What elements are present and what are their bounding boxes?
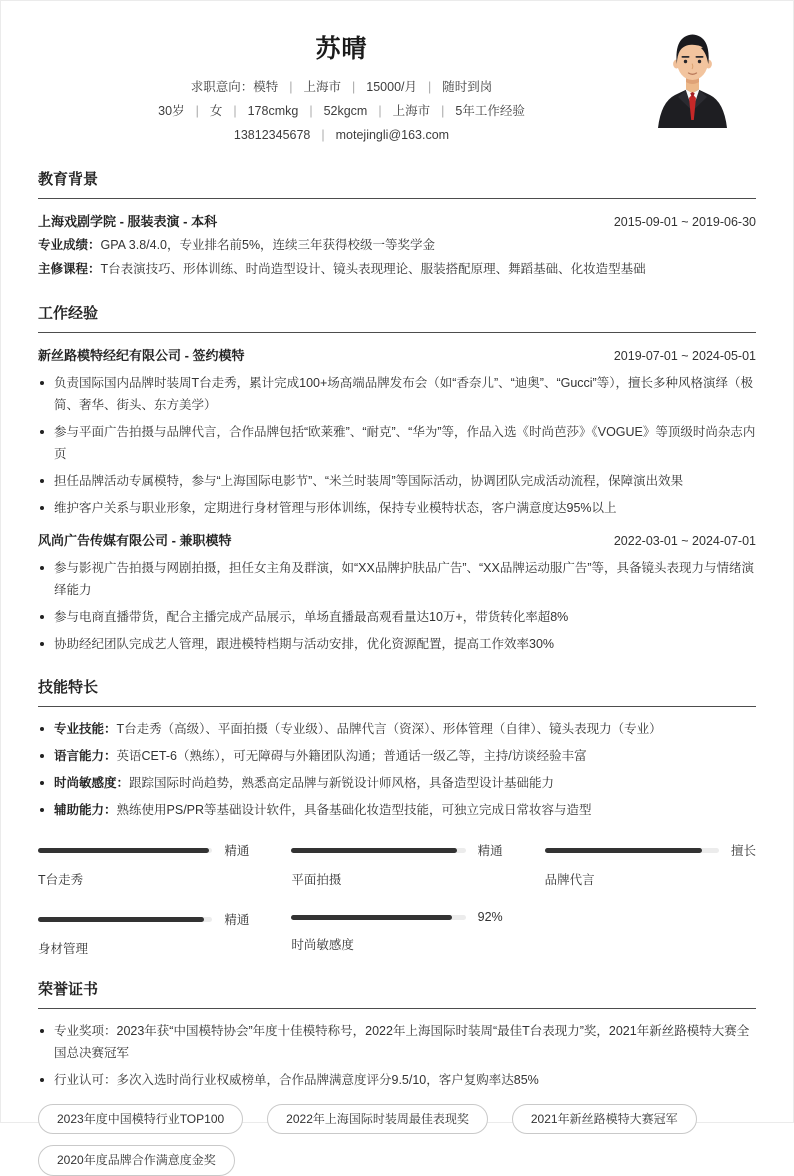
bullet-text: 担任品牌活动专属模特，参与“上海国际电影节”、“米兰时装周”等国际活动，协调团队完成活动流程，保障演出效果: [54, 474, 684, 488]
honor-badge: 2020年度品牌合作满意度金奖: [38, 1145, 235, 1175]
honor-badges: [38, 1104, 756, 1176]
skill-bar-track: [291, 915, 465, 920]
job-bullet: [38, 633, 756, 655]
skill-bullet: [38, 799, 756, 821]
bullet-dot: [40, 754, 44, 758]
candidate-name: 苏晴: [315, 35, 368, 63]
education-date: 2015-09-01 ~ 2019-06-30: [613, 215, 756, 229]
info-segment: 52kgcm: [323, 104, 368, 118]
info-segment: 15000/月: [366, 80, 417, 94]
skill-bar-track: [38, 917, 212, 922]
info-segment: 求职意向：模特: [190, 80, 279, 94]
separator: |: [309, 104, 313, 118]
resume-header: [38, 23, 756, 147]
info-segment: 13812345678: [233, 128, 311, 142]
skill-name: 身材管理: [38, 942, 89, 956]
skill-bar-track: [291, 848, 465, 853]
info-segment: 上海市: [392, 104, 431, 118]
skill-bullet: [38, 772, 756, 794]
separator: |: [233, 104, 237, 118]
job-bullet: [38, 557, 756, 601]
section-title-skills: 技能特长: [38, 676, 756, 707]
job-bullet: [38, 372, 756, 416]
bullet-dot: [40, 808, 44, 812]
contact-line: [38, 123, 645, 147]
separator: |: [428, 80, 432, 94]
bullet-dot: [40, 1078, 44, 1082]
education-courses-line: [38, 257, 756, 281]
education-gpa-text: GPA 3.8/4.0，专业排名前5%，连续三年获得校级一等奖学金: [100, 238, 436, 252]
separator: |: [378, 104, 382, 118]
bullet-text: 维护客户关系与职业形象，定期进行身材管理与形体训练，保持专业模特状态，客户满意度达95%以上: [54, 501, 617, 515]
section-education: [38, 168, 756, 281]
job-entry: [38, 344, 756, 519]
section-title-honors: 荣誉证书: [38, 978, 756, 1009]
job-bullet: [38, 497, 756, 519]
bullet-dot: [40, 642, 44, 646]
skill-bars-grid: [38, 841, 756, 957]
bullet-dot: [40, 727, 44, 731]
separator: |: [321, 128, 325, 142]
profile-photo: [645, 23, 740, 128]
skill-bar-item: [38, 910, 249, 957]
skill-bullet: [38, 745, 756, 767]
info-segment: 上海市: [303, 80, 342, 94]
job-date: 2019-07-01 ~ 2024-05-01: [613, 349, 756, 363]
skill-name: T台走秀: [38, 873, 84, 887]
skill-bar-fill: [38, 917, 204, 922]
education-gpa-line: [38, 233, 756, 257]
separator: |: [441, 104, 445, 118]
bullet-text: 参与平面广告拍摄与品牌代言，合作品牌包括“欧莱雅”、“耐克”、“华为”等，作品入选《时尚芭莎》《VOGUE》等顶级时尚杂志内页: [54, 425, 756, 461]
section-title-work: 工作经验: [38, 302, 756, 333]
skill-bar-item: [291, 841, 502, 888]
skill-bar-item: [291, 910, 502, 957]
job-entry: [38, 529, 756, 655]
skill-level-label: 92%: [477, 910, 503, 924]
company-line: 新丝路模特经纪有限公司 - 签约模特: [38, 348, 245, 363]
honor-badge: 2021年新丝路模特大赛冠军: [512, 1104, 697, 1134]
skill-bullet: [38, 718, 756, 740]
bullet-text: 参与影视广告拍摄与网剧拍摄，担任女主角及群演，如“XX品牌护肤品广告”、“XX品牌运动服广告”等，具备镜头表现力与情绪演绎能力: [54, 561, 755, 597]
section-honors: [38, 978, 756, 1176]
bullet-dot: [40, 781, 44, 785]
job-bullet: [38, 470, 756, 492]
skill-name: 品牌代言: [544, 873, 595, 887]
skill-name: 平面拍摄: [291, 873, 342, 887]
section-title-education: 教育背景: [38, 168, 756, 199]
info-segment: motejingli@163.com: [335, 128, 450, 142]
bullet-text: 参与电商直播带货，配合主播完成产品展示，单场直播最高观看量达10万+，带货转化率超8%: [54, 610, 569, 624]
bullet-dot: [40, 430, 44, 434]
bullet-text: 专业奖项：2023年获“中国模特协会”年度十佳模特称号，2022年上海国际时装周“最佳T台表现力”奖，2021年新丝路模特大赛全国总决赛冠军: [54, 1024, 750, 1060]
job-bullet: [38, 606, 756, 628]
skill-bar-item: [545, 841, 756, 888]
education-gpa-label: 专业成绩：: [38, 238, 101, 252]
skill-label: 专业技能：: [54, 722, 117, 736]
bullet-dot: [40, 566, 44, 570]
section-work: [38, 302, 756, 655]
bullet-text: 协助经纪团队完成艺人管理，跟进模特档期与活动安排，优化资源配置，提高工作效率30%: [54, 637, 555, 651]
bullet-text: 负责国际国内品牌时装周T台走秀，累计完成100+场高端品牌发布会（如“香奈儿”、“迪奥”、“Gucci”等），擅长多种风格演绎（极简、奢华、街头、东方美学）: [54, 376, 753, 412]
education-courses-text: T台表演技巧、形体训练、时尚造型设计、镜头表现理论、服装搭配原理、舞蹈基础、化妆造型基础: [100, 262, 646, 276]
personal-info-line: [38, 99, 645, 123]
education-courses-label: 主修课程：: [38, 262, 101, 276]
avatar-illustration: [645, 23, 740, 128]
skill-text: T台走秀（高级）、平面拍摄（专业级）、品牌代言（资深）、形体管理（自律）、镜头表现力（专业）: [116, 722, 662, 736]
education-school-line: 上海戏剧学院 - 服装表演 - 本科: [38, 214, 218, 229]
info-segment: 随时到岗: [442, 80, 493, 94]
bullet-dot: [40, 1029, 44, 1033]
company-line: 风尚广告传媒有限公司 - 兼职模特: [38, 533, 232, 548]
skill-text: 跟踪国际时尚趋势，熟悉高定品牌与新锐设计师风格，具备造型设计基础能力: [129, 776, 555, 790]
separator: |: [289, 80, 293, 94]
skill-bar-fill: [545, 848, 702, 853]
bullet-dot: [40, 381, 44, 385]
job-bullet: [38, 421, 756, 465]
skill-bar-fill: [291, 848, 457, 853]
skill-bar-item: [38, 841, 249, 888]
skill-label: 语言能力：: [54, 749, 117, 763]
job-date: 2022-03-01 ~ 2024-07-01: [613, 534, 756, 548]
bullet-text: 行业认可：多次入选时尚行业权威榜单，合作品牌满意度评分9.5/10，客户复购率达85%: [54, 1073, 539, 1087]
bullet-dot: [40, 615, 44, 619]
skill-level-label: 精通: [224, 844, 250, 858]
honor-badge: 2022年上海国际时装周最佳表现奖: [267, 1104, 488, 1134]
separator: |: [195, 104, 199, 118]
skill-bar-track: [38, 848, 212, 853]
honor-bullet: [38, 1069, 756, 1091]
skill-bar-fill: [291, 915, 451, 920]
info-segment: 女: [209, 104, 223, 118]
skill-text: 英语CET-6（熟练），可无障碍与外籍团队沟通；普通话一级乙等，主持/访谈经验丰富: [116, 749, 587, 763]
skill-bar-track: [545, 848, 719, 853]
info-segment: 178cmkg: [247, 104, 299, 118]
skill-level-label: 精通: [224, 913, 250, 927]
info-segment: 30岁: [158, 104, 185, 118]
separator: |: [352, 80, 356, 94]
honor-bullet: [38, 1020, 756, 1064]
bullet-dot: [40, 479, 44, 483]
skill-label: 辅助能力：: [54, 803, 117, 817]
skill-text: 熟练使用PS/PR等基础设计软件，具备基础化妆造型技能，可独立完成日常妆容与造型: [116, 803, 592, 817]
skill-label: 时尚敏感度：: [54, 776, 130, 790]
bullet-dot: [40, 506, 44, 510]
header-text-block: [38, 23, 645, 147]
honor-badge: 2023年度中国模特行业TOP100: [38, 1104, 243, 1134]
skill-level-label: 精通: [477, 844, 503, 858]
skill-name: 时尚敏感度: [291, 938, 354, 952]
skill-level-label: 擅长: [730, 844, 756, 858]
skill-bar-fill: [38, 848, 209, 853]
info-segment: 5年工作经验: [455, 104, 525, 118]
section-skills: [38, 676, 756, 957]
job-intent-line: [38, 75, 645, 99]
